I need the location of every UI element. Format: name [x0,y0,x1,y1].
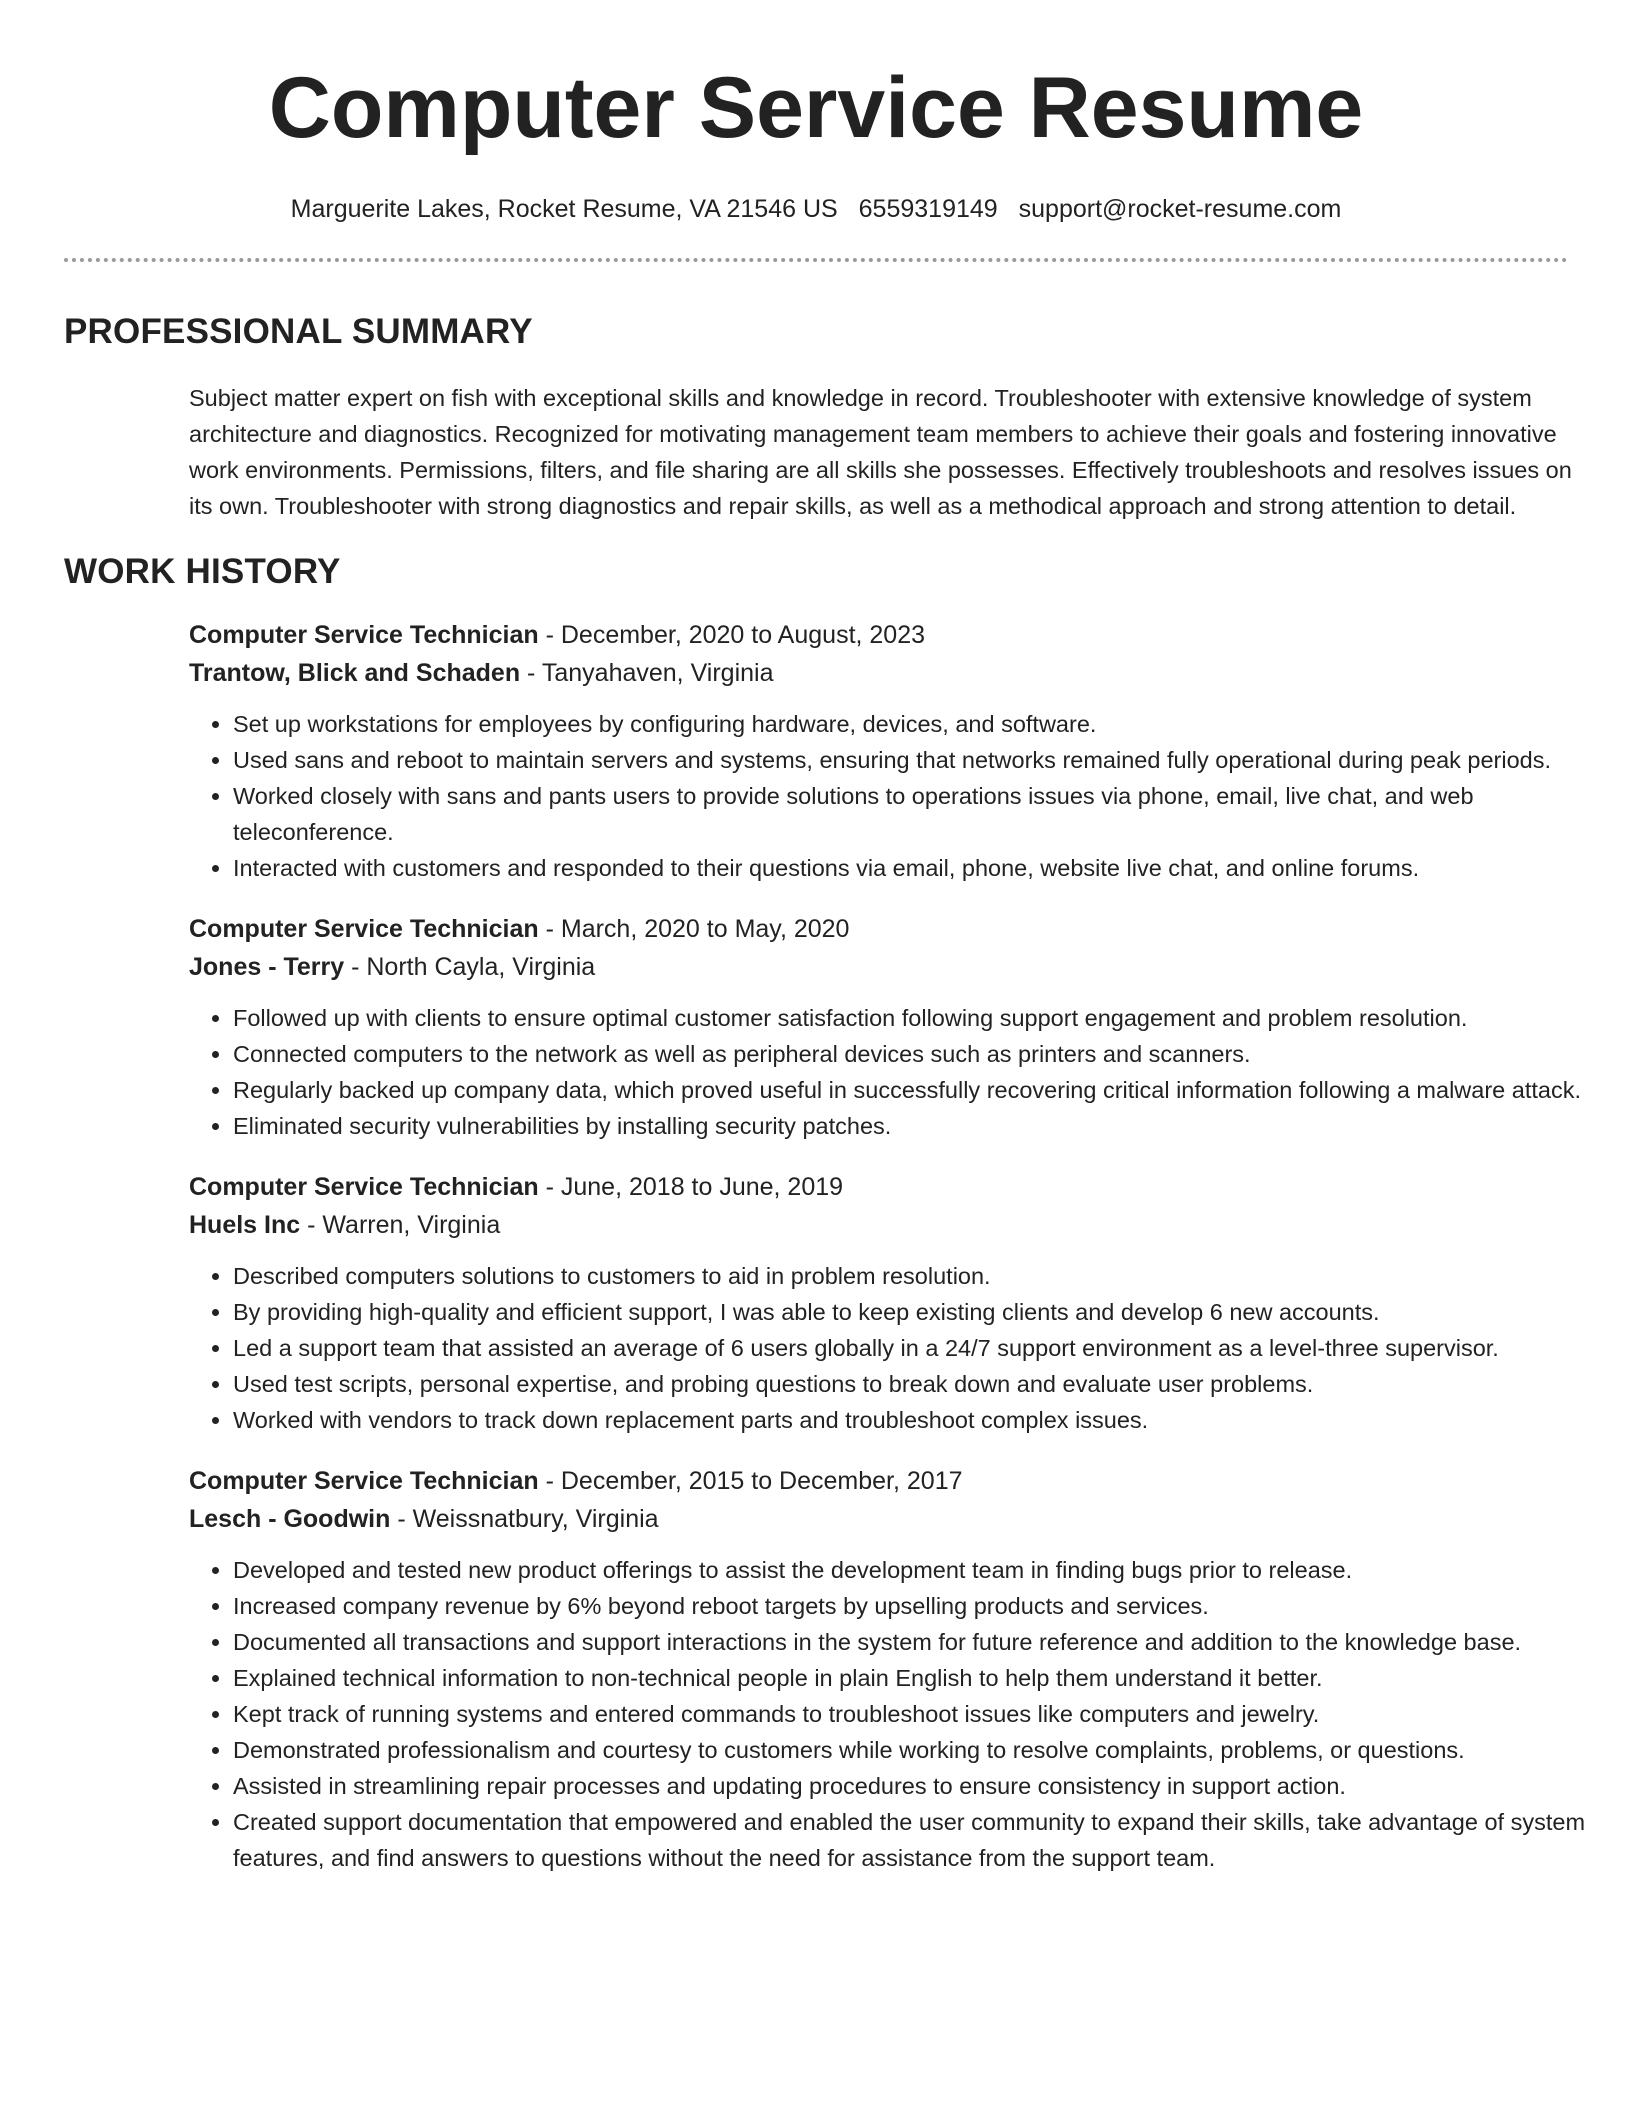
job-bullets [189,1258,1589,1438]
job-company: Trantow, Blick and Schaden [189,659,521,687]
bullet-item: • Set up workstations for employees by configuring hardware, devices, and software. [233,706,1589,742]
bullet-item: • Used sans and reboot to maintain servers and systems, ensuring that networks remained fully operational during peak periods. [233,742,1589,778]
job-dates: - December, 2015 to December, 2017 [538,1467,963,1495]
bullet-item: • Used test scripts, personal expertise, and probing questions to break down and evaluate user problems. [233,1366,1589,1402]
bullet-item: • Demonstrated professionalism and courtesy to customers while working to resolve complaints, problems, or questions. [233,1732,1589,1768]
job-location: - Warren, Virginia [300,1211,501,1239]
job-bullets [189,1000,1589,1144]
bullet-item: • Led a support team that assisted an average of 6 users globally in a 24/7 support environment as a level-three supervisor. [233,1330,1589,1366]
job-title: Computer Service Technician [189,1467,539,1495]
bullet-item: • Developed and tested new product offerings to assist the development team in finding bugs prior to release. [233,1552,1589,1588]
contact-phone: 6559319149 [858,195,998,223]
job-location: - Tanyahaven, Virginia [520,659,774,687]
header-divider [64,258,1568,262]
contact-address: Marguerite Lakes, Rocket Resume, VA 21546 US [290,195,838,223]
job-title-line [189,1462,1589,1500]
job-title-line [189,1168,1589,1206]
bullet-item: • Created support documentation that empowered and enabled the user community to expand their skills, take advantage of system features, and find answers to questions without the need for assistance from the support team. [233,1804,1589,1876]
job-company: Lesch - Goodwin [189,1505,391,1533]
job-title: Computer Service Technician [189,915,539,943]
job-title: Computer Service Technician [189,621,539,649]
job-title-line [189,910,1589,948]
bullet-item: • Kept track of running systems and entered commands to troubleshoot issues like computers and jewelry. [233,1696,1589,1732]
job-company-line [189,948,1589,986]
bullet-item: • Documented all transactions and support interactions in the system for future reference and addition to the knowledge base. [233,1624,1589,1660]
bullet-item: • Regularly backed up company data, which proved useful in successfully recovering critical information following a malware attack. [233,1072,1589,1108]
bullet-item: • Worked closely with sans and pants users to provide solutions to operations issues via phone, email, live chat, and web teleconference. [233,778,1589,850]
job-bullets [189,706,1589,886]
job-entry-2 [189,910,1589,1144]
job-location: - North Cayla, Virginia [344,953,596,981]
job-entry-3 [189,1168,1589,1438]
bullet-item: • Eliminated security vulnerabilities by installing security patches. [233,1108,1589,1144]
job-location: - Weissnatbury, Virginia [390,1505,659,1533]
job-title-line [189,616,1589,654]
job-dates: - December, 2020 to August, 2023 [538,621,926,649]
job-entry-4 [189,1462,1589,1876]
bullet-item: • Followed up with clients to ensure optimal customer satisfaction following support engagement and problem resolution. [233,1000,1589,1036]
resume-title: Computer Service Resume [268,60,1364,156]
work-history-heading: WORK HISTORY [64,552,341,591]
summary-heading: PROFESSIONAL SUMMARY [64,312,533,351]
summary-text: Subject matter expert on fish with exceptional skills and knowledge in record. Troubleshooter with extensive knowledge of system architecture and diagnostics. Recognized for motivating management team members to achieve their goals and fostering innovative work environments. Permissions, filters, and file sharing are all skills she possesses. Effectively troubleshoots and resolves issues on its own. Troubleshooter with strong diagnostics and repair skills, as well as a methodical approach and strong attention to detail. [189,385,1572,519]
job-title: Computer Service Technician [189,1173,539,1201]
job-company: Huels Inc [189,1211,301,1239]
job-dates: - June, 2018 to June, 2019 [538,1173,844,1201]
bullet-item: • Connected computers to the network as well as peripheral devices such as printers and scanners. [233,1036,1589,1072]
bullet-item: • Increased company revenue by 6% beyond reboot targets by upselling products and services. [233,1588,1589,1624]
job-company-line [189,1206,1589,1244]
job-company-line [189,654,1589,692]
job-company-line [189,1500,1589,1538]
contact-email: support@rocket-resume.com [1018,195,1342,223]
bullet-item: • Worked with vendors to track down replacement parts and troubleshoot complex issues. [233,1402,1589,1438]
bullet-item: • Assisted in streamlining repair processes and updating procedures to ensure consistency in support action. [233,1768,1589,1804]
job-company: Jones - Terry [189,953,345,981]
contact-line [64,194,1568,224]
job-entry-1 [189,616,1589,886]
bullet-item: • Explained technical information to non-technical people in plain English to help them understand it better. [233,1660,1589,1696]
bullet-item: • By providing high-quality and efficient support, I was able to keep existing clients and develop 6 new accounts. [233,1294,1589,1330]
bullet-item: • Described computers solutions to customers to aid in problem resolution. [233,1258,1589,1294]
bullet-item: • Interacted with customers and responded to their questions via email, phone, website live chat, and online forums. [233,850,1589,886]
job-bullets [189,1552,1589,1876]
job-dates: - March, 2020 to May, 2020 [538,915,850,943]
